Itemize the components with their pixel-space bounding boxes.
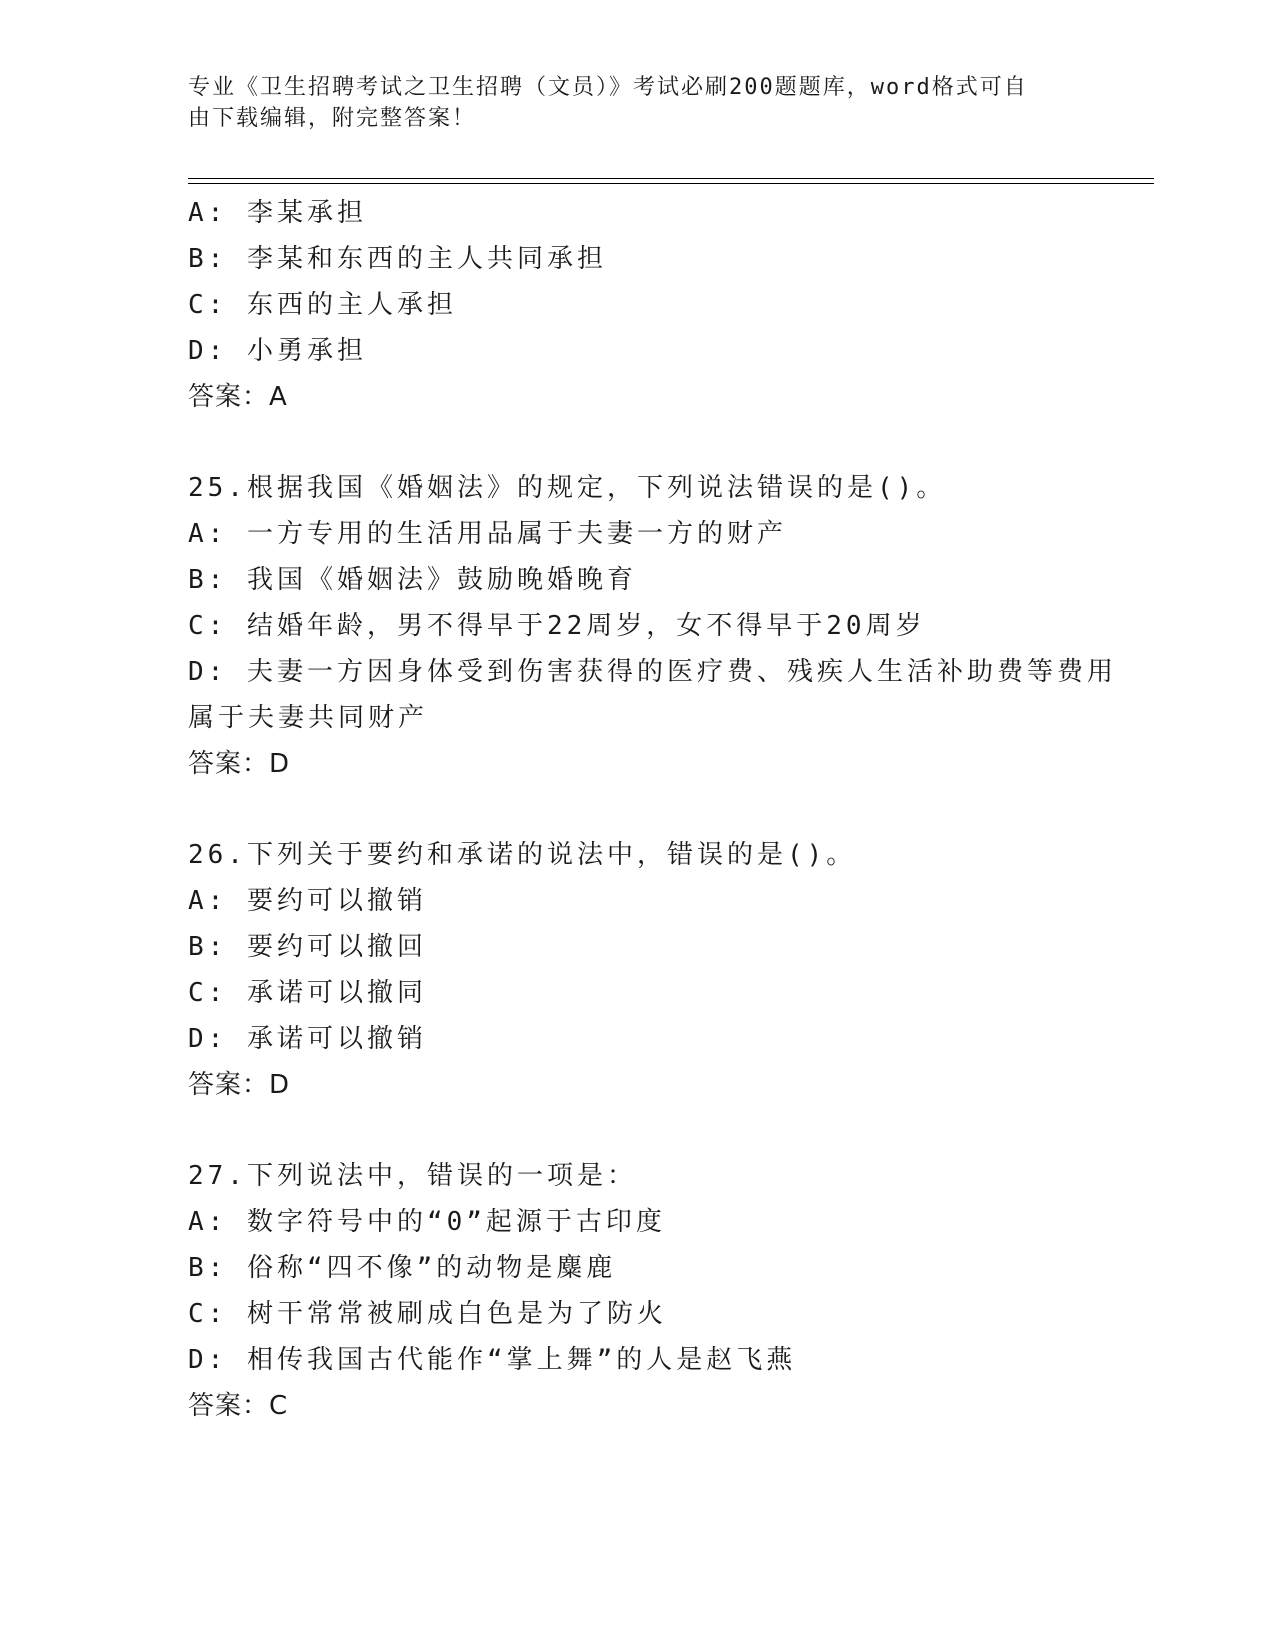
option-c: C: 结婚年龄，男不得早于22周岁，女不得早于20周岁 — [188, 611, 926, 641]
question-stem: 25.根据我国《婚姻法》的规定，下列说法错误的是()。 — [188, 473, 947, 503]
option-a: A: 一方专用的生活用品属于夫妻一方的财产 — [188, 519, 787, 549]
spacer — [188, 420, 1088, 465]
option-a: A: 数字符号中的“0”起源于古印度 — [188, 1207, 666, 1237]
question-27 — [188, 1153, 1088, 1429]
option-c: C: 树干常常被刷成白色是为了防火 — [188, 1299, 667, 1329]
spacer — [188, 787, 1088, 832]
spacer — [188, 1108, 1088, 1153]
answer-line: 答案：C — [188, 1391, 289, 1421]
question-stem: 27.下列说法中，错误的一项是： — [188, 1161, 637, 1191]
question-26 — [188, 832, 1088, 1108]
option-d: D: 承诺可以撤销 — [188, 1024, 427, 1054]
question-stem: 26.下列关于要约和承诺的说法中，错误的是()。 — [188, 840, 857, 870]
option-d: D: 夫妻一方因身体受到伤害获得的医疗费、残疾人生活补助费等费用 — [188, 657, 1117, 687]
option-d: D: 小勇承担 — [188, 336, 367, 366]
document-body — [188, 190, 1117, 1429]
header-line-1: 专业《卫生招聘考试之卫生招聘（文员）》考试必刷200题题库，word格式可自 — [188, 75, 1028, 100]
option-b: B: 俗称“四不像”的动物是麋鹿 — [188, 1253, 617, 1283]
option-d: D: 相传我国古代能作“掌上舞”的人是赵飞燕 — [188, 1345, 797, 1375]
answer-line: 答案：D — [188, 749, 291, 779]
answer-line: 答案：D — [188, 1070, 291, 1100]
option-c: C: 承诺可以撤同 — [188, 978, 427, 1008]
option-c: C: 东西的主人承担 — [188, 290, 457, 320]
answer-line: 答案：A — [188, 382, 288, 412]
option-d-continued: 属于夫妻共同财产 — [188, 703, 429, 733]
option-a: A: 李某承担 — [188, 198, 367, 228]
option-b: B: 要约可以撤回 — [188, 932, 427, 962]
option-a: A: 要约可以撤销 — [188, 886, 427, 916]
question-25 — [188, 465, 1117, 787]
option-b: B: 李某和东西的主人共同承担 — [188, 244, 607, 274]
header-divider-top — [188, 178, 1154, 179]
question-24-continued — [188, 190, 1088, 420]
document-header — [188, 72, 1068, 134]
option-b: B: 我国《婚姻法》鼓励晚婚晚育 — [188, 565, 637, 595]
header-line-2: 由下载编辑，附完整答案！ — [188, 106, 477, 131]
header-divider-bottom — [188, 183, 1154, 184]
